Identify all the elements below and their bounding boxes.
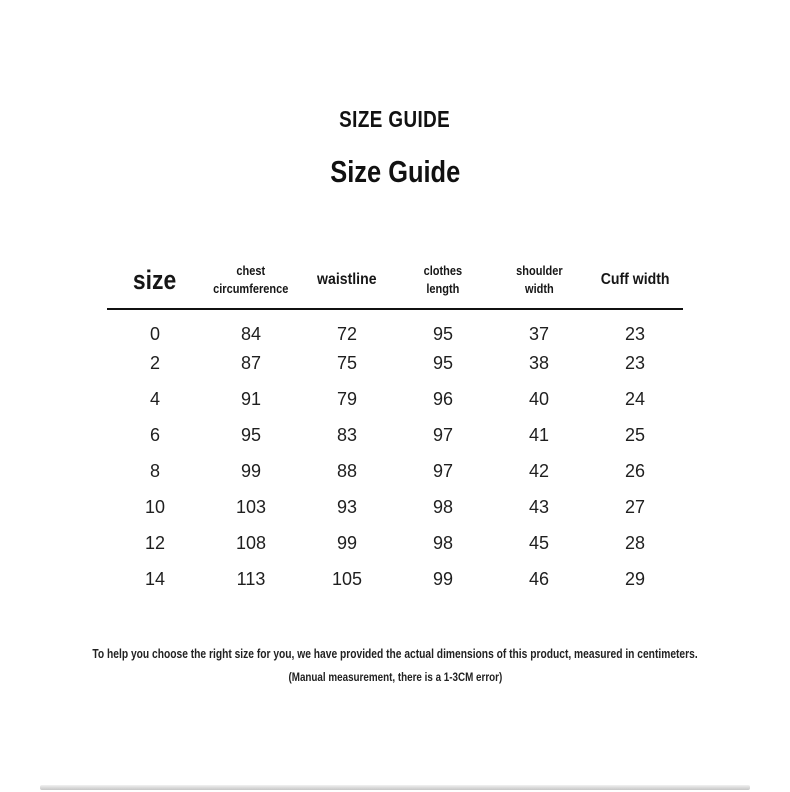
table-cell: 10 <box>144 496 166 517</box>
table-cell: 40 <box>528 388 550 409</box>
table-cell: 87 <box>240 352 262 373</box>
table-cell: 8 <box>149 460 160 481</box>
table-cell: 99 <box>432 568 454 589</box>
table-row <box>107 417 683 453</box>
table-cell: 105 <box>331 568 363 589</box>
column-header-clothes-length: clothes length <box>395 252 491 309</box>
footer-note-error-text: (Manual measurement, there is a 1-3CM error) <box>288 670 502 684</box>
table-cell: 26 <box>624 460 646 481</box>
table-cell: 98 <box>432 496 454 517</box>
table-cell: 99 <box>240 460 262 481</box>
table-cell: 4 <box>149 388 160 409</box>
table-cell: 6 <box>149 424 160 445</box>
table-cell: 113 <box>236 568 266 589</box>
size-table-header-row <box>107 252 683 309</box>
table-cell: 95 <box>432 352 454 373</box>
column-header-shoulder-width: shoulder width <box>491 252 587 309</box>
table-cell: 12 <box>144 532 166 553</box>
table-row <box>107 345 683 381</box>
column-header-size: size <box>107 252 203 309</box>
column-header-chest-circumference: chest circumference <box>203 252 299 309</box>
table-row <box>107 561 683 597</box>
footer-note-error <box>0 670 790 684</box>
table-cell: 24 <box>624 388 646 409</box>
table-cell: 83 <box>336 424 358 445</box>
table-cell: 23 <box>624 324 646 344</box>
table-cell: 37 <box>528 324 550 344</box>
size-table-head <box>107 252 683 309</box>
table-cell: 99 <box>336 532 358 553</box>
size-table-body <box>107 309 683 597</box>
footer-note <box>0 647 790 661</box>
footer-note-text: To help you choose the right size for you, we have provided the actual dimensions of this product, measured in centimeters. <box>92 647 698 661</box>
table-cell: 103 <box>235 496 267 517</box>
table-cell: 98 <box>432 532 454 553</box>
table-cell: 42 <box>528 460 550 481</box>
table-cell: 23 <box>624 352 646 373</box>
table-cell: 29 <box>624 568 646 589</box>
table-row <box>107 525 683 561</box>
table-cell: 0 <box>149 324 160 344</box>
table-cell: 84 <box>240 324 262 344</box>
table-cell: 41 <box>528 424 550 445</box>
size-table <box>107 252 683 597</box>
table-cell: 79 <box>336 388 358 409</box>
table-cell: 2 <box>149 352 160 373</box>
footer-notes <box>0 647 790 684</box>
table-row <box>107 489 683 525</box>
table-cell: 27 <box>624 496 646 517</box>
table-row <box>107 381 683 417</box>
table-cell: 46 <box>528 568 550 589</box>
table-cell: 108 <box>235 532 267 553</box>
table-cell: 88 <box>336 460 358 481</box>
table-cell: 25 <box>624 424 646 445</box>
table-cell: 95 <box>432 324 454 344</box>
table-cell: 45 <box>528 532 550 553</box>
column-header-waistline: waistline <box>299 252 395 309</box>
table-cell: 38 <box>528 352 550 373</box>
page-title <box>0 154 790 190</box>
table-cell: 97 <box>432 424 454 445</box>
page-title-text: Size Guide <box>330 154 460 189</box>
table-cell: 14 <box>144 568 166 589</box>
table-row <box>107 309 683 345</box>
table-cell: 93 <box>336 496 358 517</box>
table-cell: 91 <box>240 388 262 409</box>
table-cell: 97 <box>432 460 454 481</box>
section-title-text: SIZE GUIDE <box>339 106 451 132</box>
table-cell: 96 <box>432 388 454 409</box>
table-cell: 95 <box>240 424 262 445</box>
table-cell: 75 <box>336 352 358 373</box>
bottom-divider-bar <box>40 785 750 790</box>
table-cell: 28 <box>624 532 646 553</box>
table-cell: 72 <box>336 324 358 344</box>
table-row <box>107 453 683 489</box>
table-cell: 43 <box>528 496 550 517</box>
section-title <box>0 0 790 133</box>
column-header-cuff-width: Cuff width <box>587 252 683 309</box>
